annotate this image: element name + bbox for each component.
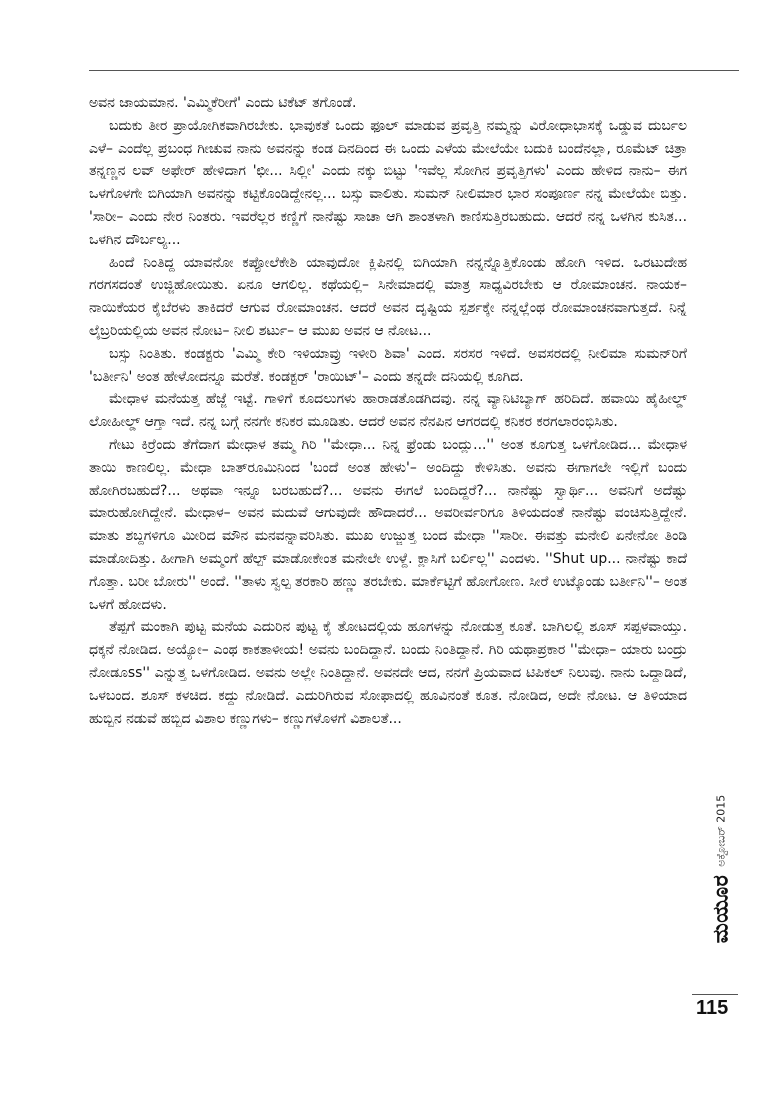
page-number: 115 (696, 997, 729, 1019)
paragraph-6: ಗೇಟು ಕಿರ್ರೆಂದು ತೆಗೆದಾಗ ಮೇಧಾಳ ತಮ್ಮ ಗಿರಿ ''ಮೇಧಾ... ನಿನ್ನ ಫ್ರೆಂಡು ಬಂದ್ಲು...'' ಅಂತ ಕೂಗುತ್ತ ಒಳಗೋಡಿದ... ಮೇಧಾಳ ತಾಯಿ ಕಾಣಲಿಲ್ಲ. ಮೇಧಾ ಬಾತ್‌ರೂಮಿನಿಂದ 'ಬಂದೆ ಅಂತ ಹೇಳು'– ಅಂದಿದ್ದು ಕೇಳಿಸಿತು. ಅವನು ಈಗಾಗಲೇ ಇಲ್ಲಿಗೆ ಬಂದು ಹೋಗಿರಬಹುದೆ?... ಅಥವಾ ಇನ್ನೂ ಬರಬಹುದೆ?... ಅವನು ಈಗಲೆ ಬಂದಿದ್ದರೆ?... ನಾನೆಷ್ಟು ಸ್ವಾರ್ಥಿ... ಅವನಿಗೆ ಅದೆಷ್ಟು ಮಾರುಹೋಗಿದ್ದೇನೆ. ಮೇಧಾಳ– ಅವನ ಮದುವೆ ಆಗುವುದೇ ಹೌದಾದರೆ... ಅವರೀರ್ವರಿಗೂ ತಿಳಿಯದಂತೆ ನಾನೆಷ್ಟು ವಂಚಿಸುತ್ತಿದ್ದೇನೆ. ಮಾತು ಶಬ್ದಗಳಿಗೂ ಮೀರಿದ ಮೌನ ಮನವನ್ನಾವರಿಸಿತು. ಮುಖ ಉಜ್ಜುತ್ತ ಬಂದ ಮೇಧಾ ''ಸಾರೀ. ಈವತ್ತು ಮನೇಲಿ ಏನೇನೋ ತಿಂಡಿ ಮಾಡೋದಿತ್ತು. ಹೀಗಾಗಿ ಅಮ್ಮಂಗೆ ಹೆಲ್ಪ್ ಮಾಡೋಕೇಂತ ಮನೇಲೇ ಉಳ್ದೆ. ಕ್ಲಾಸಿಗೆ ಬರ್ಲಿಲ್ಲ'' ಎಂದಳು. ''Shut up... ನಾನೆಷ್ಟು ಕಾದೆ ಗೊತ್ತಾ. ಬರೀ ಬೋರು'' ಅಂದೆ. ''ತಾಳು ಸ್ವಲ್ಪ ತರಕಾರಿ ಹಣ್ಣು ತರಬೇಕು. ಮಾರ್ಕೆಟ್ಟಿಗೆ ಹೋಗೋಣ. ಸೀರೆ ಉಟ್ಕೊಂಡು ಬರ್ತೀನಿ''– ಅಂತ ಒಳಗೆ ಹೋದಳು. (89, 436, 687, 613)
paragraph-1: ಅವನ ಜಾಯಮಾನ. 'ಎಮ್ಮಿಕೆರೀಗೆ' ಎಂದು ಟಿಕೆಟ್ ತಗೊಂಡೆ. (89, 95, 357, 111)
top-divider (89, 70, 739, 71)
issue-date: ಅಕ್ಟೋಬರ್ 2015 (714, 794, 727, 867)
paragraph-2: ಬದುಕು ತೀರ ಪ್ರಾಯೋಗಿಕವಾಗಿರಬೇಕು. ಭಾವುಕತೆ ಒಂದು ಫೂಲ್ ಮಾಡುವ ಪ್ರವೃತ್ತಿ ನಮ್ಮನ್ನು ವಿರೋಧಾಭಾಸಕ್ಕೆ ಒಡ್ಡುವ ದುರ್ಬಲ ಎಳೆ– ಎಂದೆಲ್ಲ ಪ್ರಬಂಧ ಗೀಚುವ ನಾನು ಅವನನ್ನು ಕಂಡ ದಿನದಿಂದ ಈ ಒಂದು ಎಳೆಯ ಮೇಲೆಯೇ ಬದುಕಿ ಬಂದೆನಲ್ಲಾ, ರೂಮೆಟ್ ಚಿತ್ರಾ ತನ್ನಣ್ಣನ ಲವ್ ಅಫೇರ್ ಹೇಳಿದಾಗ 'ಛೀ... ಸಿಲ್ಲೀ' ಎಂದು ನಕ್ಕು ಬಿಟ್ಟು 'ಇವೆಲ್ಲ ಸೋಗಿನ ಪ್ರವೃತ್ತಿಗಳು' ಎಂದು ಹೇಳಿದ ನಾನು– ಈಗ ಒಳಗೊಳಗೇ ಬಿಗಿಯಾಗಿ ಅವನನ್ನು ಕಟ್ಟಿಕೊಂಡಿದ್ದೇನಲ್ಲ... ಬಸ್ಸು ವಾಲಿತು. ಸುಮನ್ ನೀಲಿಮಾರ ಭಾರ ಸಂಪೂರ್ಣ ನನ್ನ ಮೇಲೆಯೇ ಬಿತ್ತು. 'ಸಾರೀ– ಎಂದು ನೇರ ನಿಂತರು. ಇವರೆಲ್ಲರ ಕಣ್ಣಿಗೆ ನಾನೆಷ್ಟು ಸಾಚಾ ಆಗಿ ಶಾಂತಳಾಗಿ ಕಾಣಿಸುತ್ತಿರಬಹುದು. ಆದರೆ ನನ್ನ ಒಳಗಿನ ಕುಸಿತ... ಒಳಗಿನ ದೌರ್ಬಲ್ಯ... (89, 117, 687, 248)
paragraph-4: ಬಸ್ಸು ನಿಂತಿತು. ಕಂಡಕ್ಟರು 'ಎಮ್ಮಿ ಕೇರಿ ಇಳಿಯಾವ್ರು ಇಳೀರಿ ಶಿವಾ' ಎಂದ. ಸರಸರ ಇಳಿದೆ. ಅವಸರದಲ್ಲಿ ನೀಲಿಮಾ ಸುಮನ್‌ರಿಗೆ 'ಬರ್ತೀನಿ' ಅಂತ ಹೇಳೋದನ್ನೂ ಮರೆತೆ. ಕಂಡಕ್ಟರ್ 'ರಾಯಿಟ್'– ಎಂದು ತನ್ನದೇ ದನಿಯಲ್ಲಿ ಕೂಗಿದ. (89, 345, 687, 385)
magazine-name: ಮಯೂರ (708, 874, 733, 944)
page-number-divider (692, 994, 738, 995)
paragraph-3: ಹಿಂದೆ ನಿಂತಿದ್ದ ಯಾವನೋ ಕಪ್ಪೋಲೆಕೇಶಿ ಯಾವುದೋ ಕ್ಲಿಪಿನಲ್ಲಿ ಬಿಗಿಯಾಗಿ ನನ್ನನ್ನೊತ್ತಿಕೊಂಡು ಹೋಗಿ ಇಳಿದ. ಒರಟುದೇಹ ಗರಗಸದಂತೆ ಉಜ್ಜಿಹೋಯಿತು. ಏನೂ ಆಗಲಿಲ್ಲ. ಕಥೆಯಲ್ಲಿ– ಸಿನೇಮಾದಲ್ಲಿ ಮಾತ್ರ ಸಾಧ್ಯವಿರಬೇಕು ಆ ರೋಮಾಂಚನ. ನಾಯಕ–ನಾಯಿಕೆಯರ ಕೈಬೆರಳು ತಾಕಿದರೆ ಆಗುವ ರೋಮಾಂಚನ. ಆದರೆ ಅವನ ದೃಷ್ಟಿಯ ಸ್ಪರ್ಶಕ್ಕೇ ನನ್ನಲ್ಲೆಂಥ ರೋಮಾಂಚನವಾಗುತ್ತದೆ. ನಿನ್ನೆ ಲೈಬ್ರರಿಯಲ್ಲಿಯ ಅವನ ನೋಟ– ನೀಲಿ ಶರ್ಟು– ಆ ಮುಖ ಅವನ ಆ ನೋಟ... (89, 254, 687, 339)
article-body (89, 92, 687, 730)
paragraph-5: ಮೇಧಾಳ ಮನೆಯತ್ತ ಹೆಜ್ಜೆ ಇಟ್ಟೆ. ಗಾಳಿಗೆ ಕೂದಲುಗಳು ಹಾರಾಡತೊಡಗಿದವು. ನನ್ನ ವ್ಯಾನಿಟಿಬ್ಯಾಗ್ ಹರಿದಿದೆ. ಹವಾಯಿ ಹೈಹೀಲ್ಡ್ ಲೋಹೀಲ್ಡ್ ಆಗ್ತಾ ಇದೆ. ನನ್ನ ಬಗ್ಗೆ ನನಗೇ ಕನಿಕರ ಮೂಡಿತು. ಆದರೆ ಅವನ ನೆನಪಿನ ಆಗರದಲ್ಲಿ ಕನಿಕರ ಕರಗಲಾರಂಭಿಸಿತು. (89, 391, 687, 431)
magazine-sidebar (706, 760, 736, 978)
paragraph-7: ತೆಪ್ಪಗೆ ಮಂಕಾಗಿ ಪುಟ್ಟ ಮನೆಯ ಎದುರಿನ ಪುಟ್ಟ ಕೈ ತೋಟದಲ್ಲಿಯ ಹೂಗಳನ್ನು ನೋಡುತ್ತ ಕೂತೆ. ಬಾಗಿಲಲ್ಲಿ ಶೂಸ್ ಸಪ್ಪಳವಾಯ್ತು. ಧಕ್ಕನೆ ನೋಡಿದ. ಅಯ್ಯೋ– ಎಂಥ ಕಾಕತಾಳೀಯ! ಅವನು ಬಂದಿದ್ದಾನೆ. ಬಂದು ನಿಂತಿದ್ದಾನೆ. ಗಿರಿ ಯಥಾಪ್ರಕಾರ ''ಮೇಧಾ– ಯಾರು ಬಂದ್ರು ನೋಡೂss'' ಎನ್ನುತ್ತ ಒಳಗೋಡಿದ. ಅವನು ಅಲ್ಲೇ ನಿಂತಿದ್ದಾನೆ. ಅವನದೇ ಆದ, ನನಗೆ ಪ್ರಿಯವಾದ ಟಿಪಿಕಲ್ ನಿಲುವು. ನಾನು ಒದ್ದಾಡಿದೆ, ಒಳಬಂದ. ಶೂಸ್ ಕಳಚಿದ. ಕದ್ದು ನೋಡಿದೆ. ಎದುರಿಗಿರುವ ಸೋಫಾದಲ್ಲಿ ಹೂವಿನಂತೆ ಕೂತ. ನೋಡಿದ, ಅದೇ ನೋಟ. ಆ ತಿಳಿಯಾದ ಹುಬ್ಬಿನ ನಡುವೆ ಹಬ್ಬಿದ ವಿಶಾಲ ಕಣ್ಣುಗಳು– ಕಣ್ಣುಗಳೊಳಗೆ ವಿಶಾಲತೆ... (89, 619, 687, 727)
